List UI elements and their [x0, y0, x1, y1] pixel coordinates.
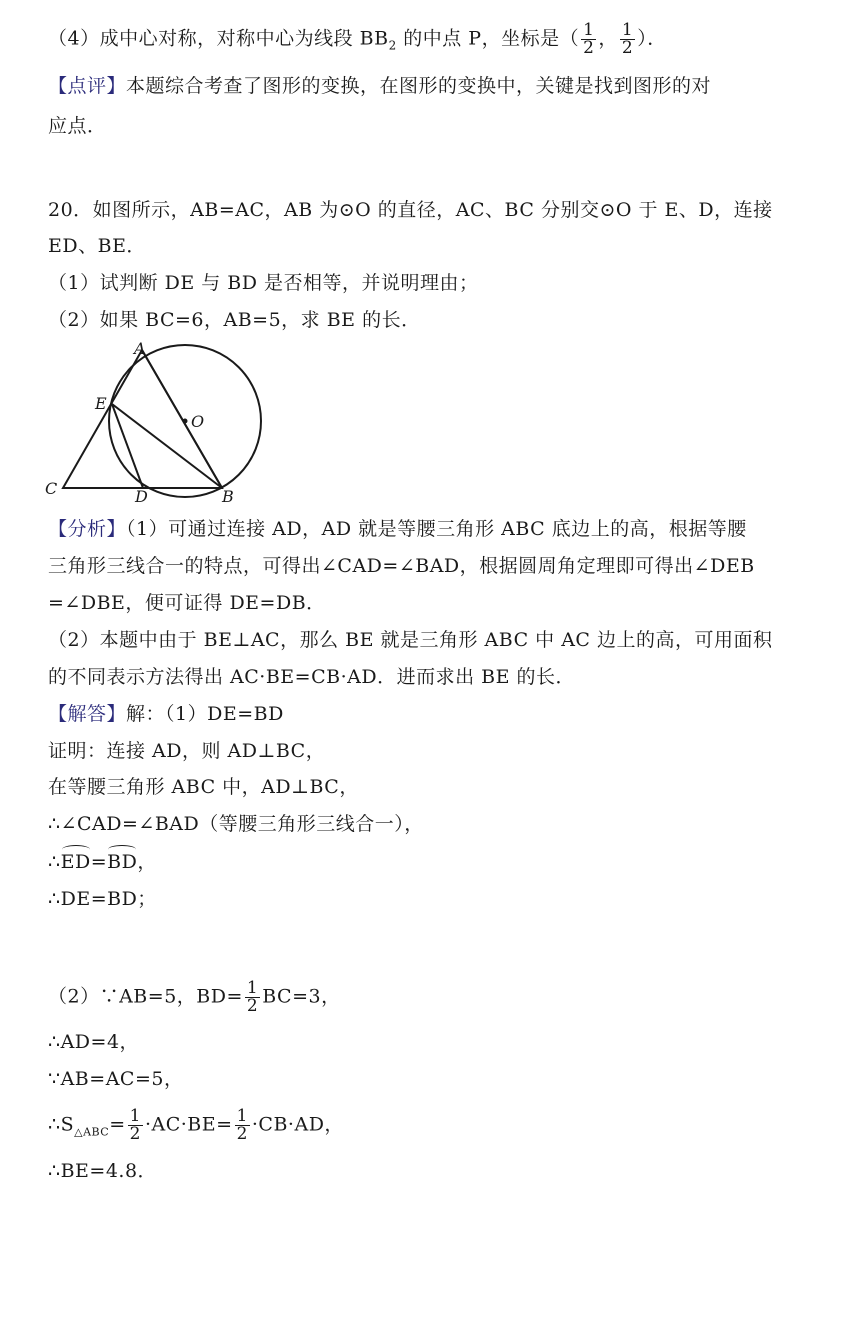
- line-3: 应点．: [48, 115, 107, 137]
- label-e: E: [95, 394, 107, 413]
- label-d: D: [135, 487, 148, 506]
- fraction: $\frac{1}{2}$: [246, 978, 259, 1016]
- text: 的中点 P，坐标是（: [396, 27, 580, 50]
- line-17: ∴ED=BD，: [48, 851, 157, 873]
- text: （4）成中心对称，对称中心为线段 BB: [48, 27, 389, 50]
- label-o: O: [191, 412, 205, 431]
- fraction: $\frac{1}{2}$: [621, 20, 634, 58]
- fraction: $\frac{1}{2}$: [583, 20, 595, 58]
- arc-bd: BD: [107, 851, 138, 873]
- line-4: 20．如图所示，AB=AC，AB 为⊙O 的直径，AC、BC 分别交⊙O 于 E、D，连接: [48, 199, 773, 221]
- line-22: $\therefore S_{\triangle ABC}=$ $\frac{1}{2}$ ·AC·BE= $\frac{1}{2}$ ·CB·AD，: [48, 1106, 344, 1144]
- line-11: （2）本题中由于 BE⊥AC，那么 BE 就是三角形 ABC 中 AC 边上的高，可用面积: [48, 629, 773, 651]
- line-12: 的不同表示方法得出 AC·BE=CB·AD．进而求出 BE 的长．: [48, 666, 575, 688]
- text: 解：（1）DE=BD: [126, 703, 284, 725]
- text: ）．: [637, 27, 667, 50]
- line-16: ∴∠CAD=∠BAD（等腰三角形三线合一），: [48, 813, 424, 835]
- line-7: （2）如果 BC=6，AB=5，求 BE 的长．: [48, 309, 421, 331]
- label-a: A: [134, 339, 146, 358]
- geometry-figure: [40, 336, 280, 508]
- analysis-tag: 【分析】: [48, 518, 127, 540]
- line-9: 三角形三线合一的特点，可得出∠CAD=∠BAD，根据圆周角定理即可得出∠DEB: [48, 555, 755, 577]
- line-5: ED、BE．: [48, 235, 146, 257]
- line-8: [48, 517, 747, 541]
- fraction: $\frac{1}{2}$: [236, 1106, 248, 1144]
- line-14: 证明：连接 AD，则 AD⊥BC，: [48, 740, 326, 762]
- line-21: ∵AB=AC=5，: [48, 1068, 184, 1090]
- line-19: （2）∵AB=5，BD= $\frac{1}{2}$ BC=3，: [48, 978, 341, 1016]
- center-dot: [183, 419, 188, 424]
- text: 本题综合考查了图形的变换，在图形的变换中，关键是找到图形的对: [126, 75, 712, 97]
- line-23: ∴BE=4.8．: [48, 1160, 158, 1182]
- text: ，: [598, 27, 618, 50]
- subscript: 2: [388, 38, 397, 53]
- line-15: 在等腰三角形 ABC 中，AD⊥BC，: [48, 776, 359, 798]
- line-20: ∴AD=4，: [48, 1031, 140, 1053]
- line-10: =∠DBE，便可证得 DE=DB．: [48, 592, 326, 614]
- line-18: ∴DE=BD；: [48, 888, 157, 910]
- line-6: （1）试判断 DE 与 BD 是否相等，并说明理由；: [48, 272, 479, 294]
- line-2: [48, 74, 711, 98]
- answer-tag: 【解答】: [48, 703, 127, 725]
- comment-tag: 【点评】: [48, 75, 127, 97]
- line-13: [48, 702, 284, 726]
- fraction: $\frac{1}{2}$: [129, 1106, 141, 1144]
- label-b: B: [222, 487, 234, 506]
- line-1: [48, 22, 667, 57]
- arc-ed: ED: [60, 851, 91, 873]
- diameter-ab: [142, 350, 222, 488]
- text: （1）可通过连接 AD，AD 就是等腰三角形 ABC 底边上的高，根据等腰: [126, 518, 747, 540]
- label-c: C: [45, 479, 58, 498]
